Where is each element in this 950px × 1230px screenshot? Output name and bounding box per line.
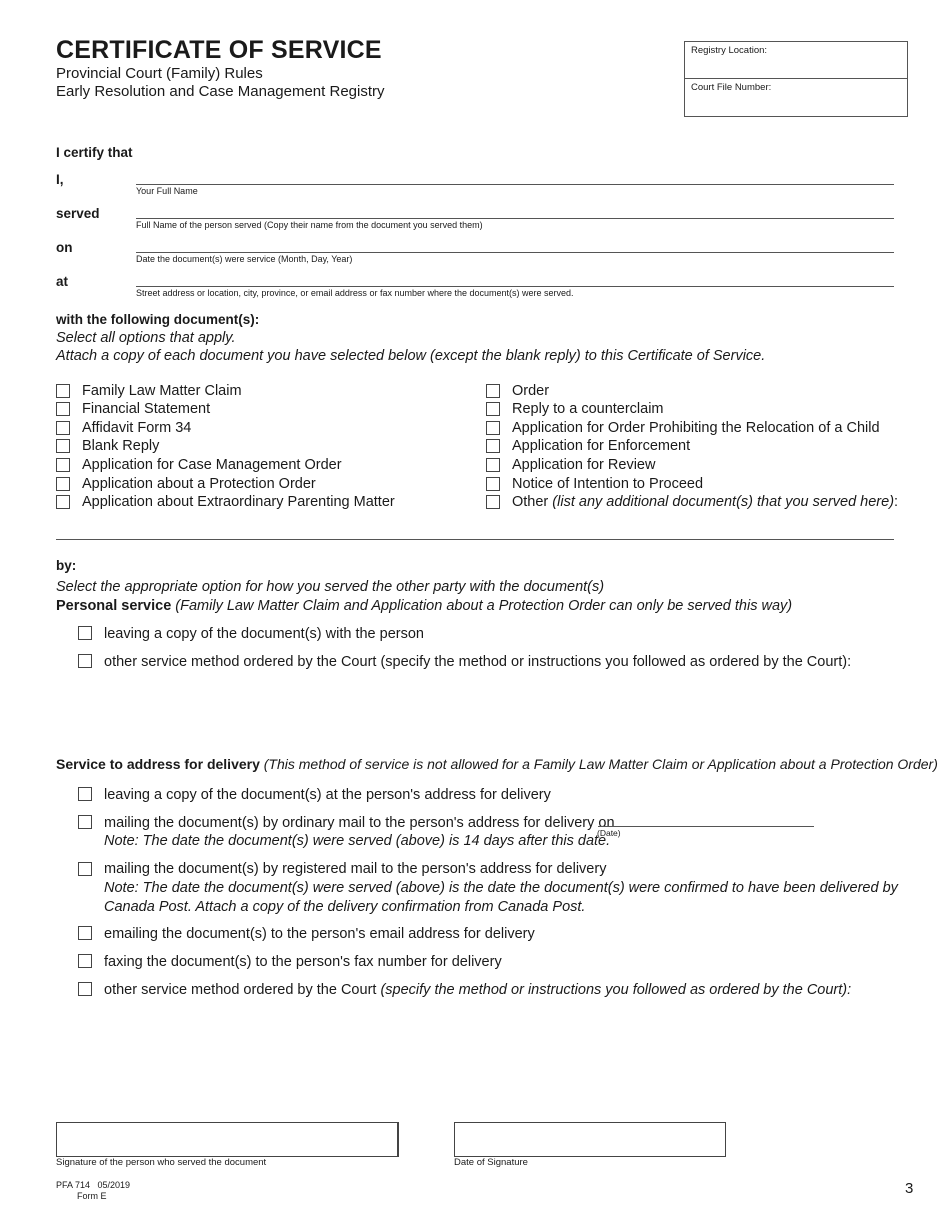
option-order: Order: [512, 383, 550, 399]
documents-heading: with the following document(s):: [56, 312, 260, 327]
signature-box[interactable]: [56, 1122, 399, 1157]
checkbox-financial-statement[interactable]: [56, 402, 70, 416]
page-number: 3: [905, 1180, 914, 1197]
label-i: I,: [56, 172, 64, 187]
option-financial-statement: Financial Statement: [82, 401, 211, 417]
subtitle-rules: Provincial Court (Family) Rules: [56, 65, 263, 82]
checkbox-affidavit-form-34[interactable]: [56, 421, 70, 435]
page-title: CERTIFICATE OF SERVICE: [56, 36, 382, 64]
label-served: served: [56, 206, 100, 221]
checkbox-extraordinary-parenting-matter[interactable]: [56, 495, 70, 509]
checkbox-fax[interactable]: [78, 954, 92, 968]
ordinary-mail-note: Note: The date the document(s) were served (above) is 14 days after this date.: [104, 833, 611, 849]
registry-location-label: Registry Location:: [691, 45, 768, 56]
checkbox-prohibiting-relocation[interactable]: [486, 421, 500, 435]
checkbox-other-document[interactable]: [486, 495, 500, 509]
option-address-other-method: other service method ordered by the Court (specify the method or instructions you followed as ordered by the Court):: [104, 982, 852, 998]
signature-date-caption: Date of Signature: [454, 1157, 528, 1168]
checkbox-personal-leave-copy[interactable]: [78, 626, 92, 640]
checkbox-review[interactable]: [486, 458, 500, 472]
certify-heading: I certify that: [56, 145, 133, 160]
checkbox-registered-mail[interactable]: [78, 862, 92, 876]
form-name: Form E: [77, 1191, 107, 1201]
checkbox-family-law-matter-claim[interactable]: [56, 384, 70, 398]
address-service-heading: Service to address for delivery (This method of service is not allowed for a Family Law Matter Claim or Application about a Protection Order): [56, 756, 938, 772]
option-registered-mail: mailing the document(s) by registered mail to the person's address for delivery: [104, 861, 607, 877]
option-ordinary-mail: mailing the document(s) by ordinary mail to the person's address for delivery on: [104, 815, 615, 831]
person-served-input[interactable]: [136, 218, 894, 219]
checkbox-address-leave-copy[interactable]: [78, 787, 92, 801]
option-affidavit-form-34: Affidavit Form 34: [82, 420, 192, 436]
documents-instruction-select: Select all options that apply.: [56, 330, 236, 346]
form-code: PFA 714 05/2019: [56, 1180, 131, 1190]
option-prohibiting-relocation: Application for Order Prohibiting the Relocation of a Child: [512, 420, 880, 436]
option-address-leave-copy: leaving a copy of the document(s) at the person's address for delivery: [104, 787, 551, 803]
service-location-input[interactable]: [136, 286, 894, 287]
checkbox-blank-reply[interactable]: [56, 439, 70, 453]
section-divider: [56, 539, 894, 540]
checkbox-order[interactable]: [486, 384, 500, 398]
personal-service-heading: Personal service (Family Law Matter Claim and Application about a Protection Order can only be served this way): [56, 598, 793, 614]
option-personal-leave-copy: leaving a copy of the document(s) with the person: [104, 626, 424, 642]
checkbox-notice-of-intention[interactable]: [486, 477, 500, 491]
option-case-management-order: Application for Case Management Order: [82, 457, 342, 473]
ordinary-mail-date-caption: (Date): [597, 828, 621, 838]
option-notice-of-intention: Notice of Intention to Proceed: [512, 476, 704, 492]
subtitle-registry: Early Resolution and Case Management Registry: [56, 83, 385, 100]
documents-instruction-attach: Attach a copy of each document you have selected below (except the blank reply) to this Certificate of Service.: [56, 348, 766, 364]
checkbox-case-management-order[interactable]: [56, 458, 70, 472]
person-served-caption: Full Name of the person served (Copy their name from the document you served them): [136, 220, 483, 230]
court-file-number-field[interactable]: [685, 79, 907, 115]
registry-box: [684, 41, 908, 117]
ordinary-mail-date-input[interactable]: [598, 826, 814, 827]
service-date-input[interactable]: [136, 252, 894, 253]
option-blank-reply: Blank Reply: [82, 438, 160, 454]
option-reply-to-counterclaim: Reply to a counterclaim: [512, 401, 664, 417]
checkbox-email[interactable]: [78, 926, 92, 940]
checkbox-personal-other-method[interactable]: [78, 654, 92, 668]
label-at: at: [56, 274, 69, 289]
label-on: on: [56, 240, 73, 255]
option-protection-order: Application about a Protection Order: [82, 476, 316, 492]
by-heading: by:: [56, 558, 77, 573]
signature-caption: Signature of the person who served the document: [56, 1157, 267, 1168]
full-name-input[interactable]: [136, 184, 894, 185]
registry-location-field[interactable]: [685, 42, 907, 79]
option-family-law-matter-claim: Family Law Matter Claim: [82, 383, 242, 399]
option-fax: faxing the document(s) to the person's fax number for delivery: [104, 954, 502, 970]
service-date-caption: Date the document(s) were service (Month, Day, Year): [136, 254, 353, 264]
option-other-document: Other (list any additional document(s) that you served here):: [512, 494, 899, 510]
checkbox-address-other-method[interactable]: [78, 982, 92, 996]
option-review: Application for Review: [512, 457, 656, 473]
option-enforcement: Application for Enforcement: [512, 438, 691, 454]
registered-mail-note-line1: Note: The date the document(s) were served (above) is the date the document(s) were confirmed to have been delivered by: [104, 880, 898, 896]
checkbox-enforcement[interactable]: [486, 439, 500, 453]
by-instruction: Select the appropriate option for how you served the other party with the document(s): [56, 579, 605, 595]
checkbox-protection-order[interactable]: [56, 477, 70, 491]
service-location-caption: Street address or location, city, province, or email address or fax number where the document(s) were served.: [136, 288, 574, 298]
court-file-number-label: Court File Number:: [691, 82, 772, 93]
full-name-caption: Your Full Name: [136, 186, 198, 196]
checkbox-ordinary-mail[interactable]: [78, 815, 92, 829]
option-extraordinary-parenting-matter: Application about Extraordinary Parenting Matter: [82, 494, 395, 510]
signature-date-box[interactable]: [454, 1122, 726, 1157]
option-personal-other-method: other service method ordered by the Court (specify the method or instructions you followed as ordered by the Court):: [104, 654, 852, 670]
registered-mail-note-line2: Canada Post. Attach a copy of the delivery confirmation from Canada Post.: [104, 899, 586, 915]
checkbox-reply-to-counterclaim[interactable]: [486, 402, 500, 416]
option-email: emailing the document(s) to the person's email address for delivery: [104, 926, 535, 942]
